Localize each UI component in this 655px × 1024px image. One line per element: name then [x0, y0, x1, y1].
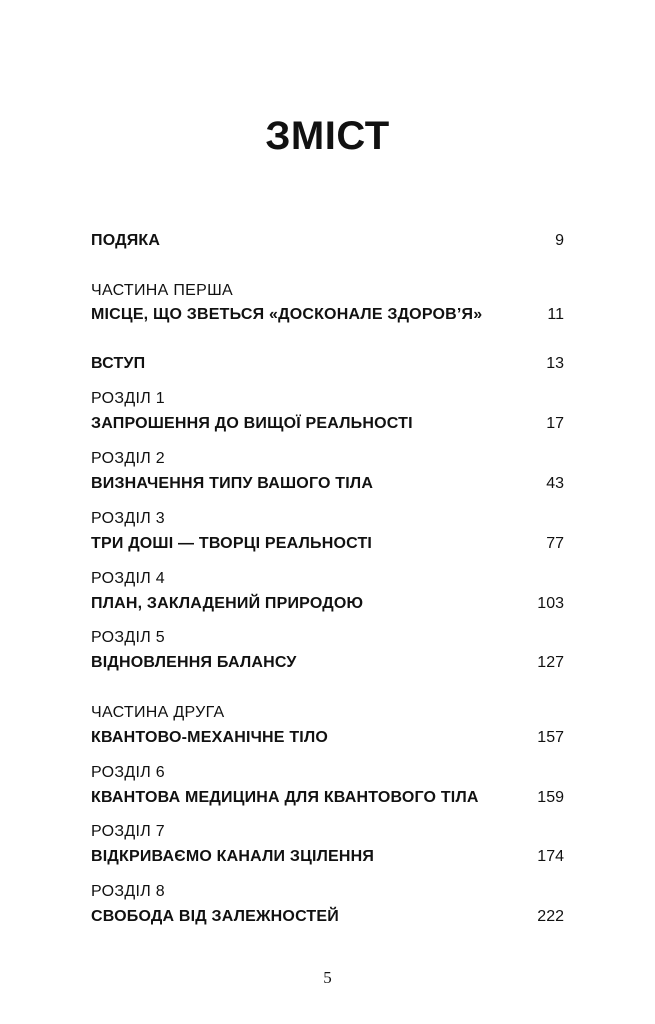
- toc-entry-page: 13: [546, 355, 564, 372]
- toc-entry-title: ВІДНОВЛЕННЯ БАЛАНСУ: [91, 654, 297, 671]
- toc-entry-page: 127: [537, 654, 564, 671]
- toc-entry-page: 157: [537, 729, 564, 746]
- toc-entry-page: 174: [537, 848, 564, 865]
- toc-entry-title: МІСЦЕ, ЩО ЗВЕТЬСЯ «ДОСКОНАЛЕ ЗДОРОВ’Я»: [91, 306, 483, 323]
- toc-entry-page: 11: [547, 306, 564, 323]
- toc-entry-page: 43: [546, 475, 564, 492]
- toc-entry-page: 17: [546, 415, 564, 432]
- toc-entry-title: ВИЗНАЧЕННЯ ТИПУ ВАШОГО ТІЛА: [91, 475, 374, 492]
- toc-entry-page: 9: [555, 232, 564, 249]
- toc-entry-title: СВОБОДА ВІД ЗАЛЕЖНОСТЕЙ: [91, 908, 339, 925]
- chapter-label: РОЗДІЛ 5: [91, 629, 165, 646]
- toc-entry-title: ПЛАН, ЗАКЛАДЕНИЙ ПРИРОДОЮ: [91, 595, 364, 612]
- toc-entry-title: ТРИ ДОШІ — ТВОРЦІ РЕАЛЬНОСТІ: [91, 535, 373, 552]
- toc-entry-title: ЗАПРОШЕННЯ ДО ВИЩОЇ РЕАЛЬНОСТІ: [91, 415, 413, 432]
- chapter-label: РОЗДІЛ 1: [91, 390, 165, 407]
- chapter-label: РОЗДІЛ 2: [91, 450, 165, 467]
- page-number: 5: [323, 968, 332, 987]
- toc-entry-page: 222: [537, 908, 564, 925]
- chapter-label: РОЗДІЛ 6: [91, 764, 165, 781]
- part-label: ЧАСТИНА ПЕРША: [91, 282, 234, 299]
- toc-entry-page: 103: [537, 595, 564, 612]
- chapter-label: РОЗДІЛ 8: [91, 883, 165, 900]
- toc-entry-title: ВІДКРИВАЄМО КАНАЛИ ЗЦІЛЕННЯ: [91, 848, 375, 865]
- page-title: ЗМІСТ: [265, 114, 390, 158]
- toc-entry-title: КВАНТОВА МЕДИЦИНА ДЛЯ КВАНТОВОГО ТІЛА: [91, 789, 479, 806]
- chapter-label: РОЗДІЛ 4: [91, 570, 165, 587]
- chapter-label: РОЗДІЛ 7: [91, 823, 165, 840]
- toc-entry-page: 159: [537, 789, 564, 806]
- toc-entry-title: ВСТУП: [91, 355, 146, 372]
- part-label: ЧАСТИНА ДРУГА: [91, 704, 225, 721]
- chapter-label: РОЗДІЛ 3: [91, 510, 165, 527]
- toc-entry-title: КВАНТОВО-МЕХАНІЧНЕ ТІЛО: [91, 729, 329, 746]
- toc-entry-page: 77: [546, 535, 564, 552]
- toc-entry-title: ПОДЯКА: [91, 232, 161, 249]
